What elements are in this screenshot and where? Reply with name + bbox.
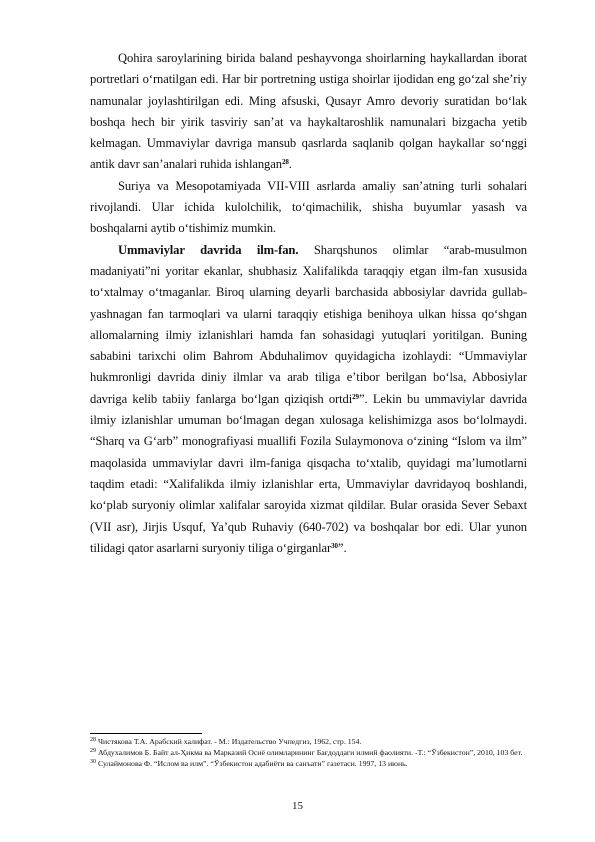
paragraph-2: Suriya va Mesopotamiyada VII-VIII asrlarda amaliy sanʼatning turli sohalari rivojlandi. Ular ichida kulolchilik, toʻqimachilik, shisha buyumlar yasash va boshqalarni aytib oʻtishimiz mumkin. (90, 178, 527, 236)
section-heading: Ummaviylar davrida ilm-fan. (118, 242, 299, 257)
paragraph-1-end: . (288, 157, 292, 172)
paragraph-3 (90, 240, 527, 559)
footnote-number: 29 (90, 748, 96, 755)
paragraph-1-text: Qohira saroylarining birida baland peshayvonga shoirlarning haykallardan iborat portretlari oʻrnatilgan edi. Har bir portretning ustiga shoirlar ijodidan eng goʻzal sheʼriy namunalar joylashtirilgan edi. Ming afsuski, Qusayr Amro devoriy suratidan boʻlak boshqa hech bir yirik tasviriy sanʼat va haykaltaroshlik namunalari bizgacha yetib kelmagan. Ummaviylar davriga mansub qasrlarda saqlanib qolgan haykallar soʻnggi antik davr sanʼanalari ruhida ishlangan (90, 51, 527, 172)
footnote-ref-29[interactable]: 29 (352, 392, 359, 401)
footnote-28 (90, 737, 527, 747)
footnote-29 (90, 748, 527, 758)
paragraph-3-text-b: ”. Lekin bu ummaviylar davrida ilmiy izlanishlar umuman boʻlmagan degan xulosaga kelishimizga asos boʻlolmaydi. “Sharq va Gʻarb” monografiyasi muallifi Fozila Sulaymonova oʻzining “Islom va ilm” maqolasida ummaviylar davri ilm-faniga qisqacha toʻxtalib, quyidagi maʼlumotlarni taqdim etadi: “Xalifalikda ilmiy izlanishlar erta, Ummaviylar davridayoq boshlandi, koʻplab suryoniy olimlar xalifalar saroyida xizmat qildilar. Bular orasida Sever Sebaxt (VII asr), Jirjis Usquf, Yaʼqub Ruhaviy (640-702) va boshqalar bor edi. Ular yunon tilidagi qator asarlarni suryoniy tiliga oʻgirganlar (90, 391, 527, 555)
footnotes (90, 737, 527, 771)
paragraph-1 (90, 48, 527, 176)
footnote-text: Чистякова Т.А. Арабский халифат. - М.: Издательство Учпедгиз, 1962, стр. 154. (96, 737, 362, 746)
footnote-text: Абдухалимов Б. Байт ал-Ҳикма ва Марказий Осиё олимларининг Бағдоддаги илмий фаолияти. -Т.: “Ўзбекистон”, 2010, 103 бет. (96, 748, 523, 758)
paragraph-3-text-a: Sharqshunos olimlar “arab-musulmon madaniyati”ni yoritar ekanlar, shubhasiz Xalifalikda taraqqiy etgan ilm-fan xususida toʻxtalmay oʻtmaganlar. Biroq ularning deyarli barchasida abbosiylar davrida gullab-yashnagan fan tarmoqlari va ularni taraqqiy etishiga benihoya ulkan hissa qoʻshgan allomalarning ilmiy izlanishlari hamda fan sohasidagi yutuqlari yoritilgan. Buning sababini tarixchi olim Bahrom Abduhalimov quyidagicha izohlaydi: “Ummaviylar hukmronligi davrida diniy ilmlar va arab tiliga eʼtibor berilgan boʻlsa, Abbosiylar davriga kelib tabiiy fanlarga boʻlgan qiziqish ortdi (90, 242, 527, 406)
footnote-ref-30[interactable]: 30 (331, 541, 338, 550)
footnote-ref-28[interactable]: 28 (281, 158, 289, 167)
paragraph-3-end: ”. (337, 540, 347, 555)
footnote-number: 28 (90, 737, 96, 743)
footnote-number: 30 (90, 759, 96, 766)
footnote-text: Сулаймонова Ф. “Ислом ва илм”. “Ўзбекистон адабиёти ва санъати” газетаси. 1997, 13 июнь. (96, 759, 408, 769)
footnote-divider (90, 733, 202, 734)
footnote-30 (90, 759, 527, 769)
page-number: 15 (292, 800, 303, 812)
main-text (90, 48, 527, 559)
